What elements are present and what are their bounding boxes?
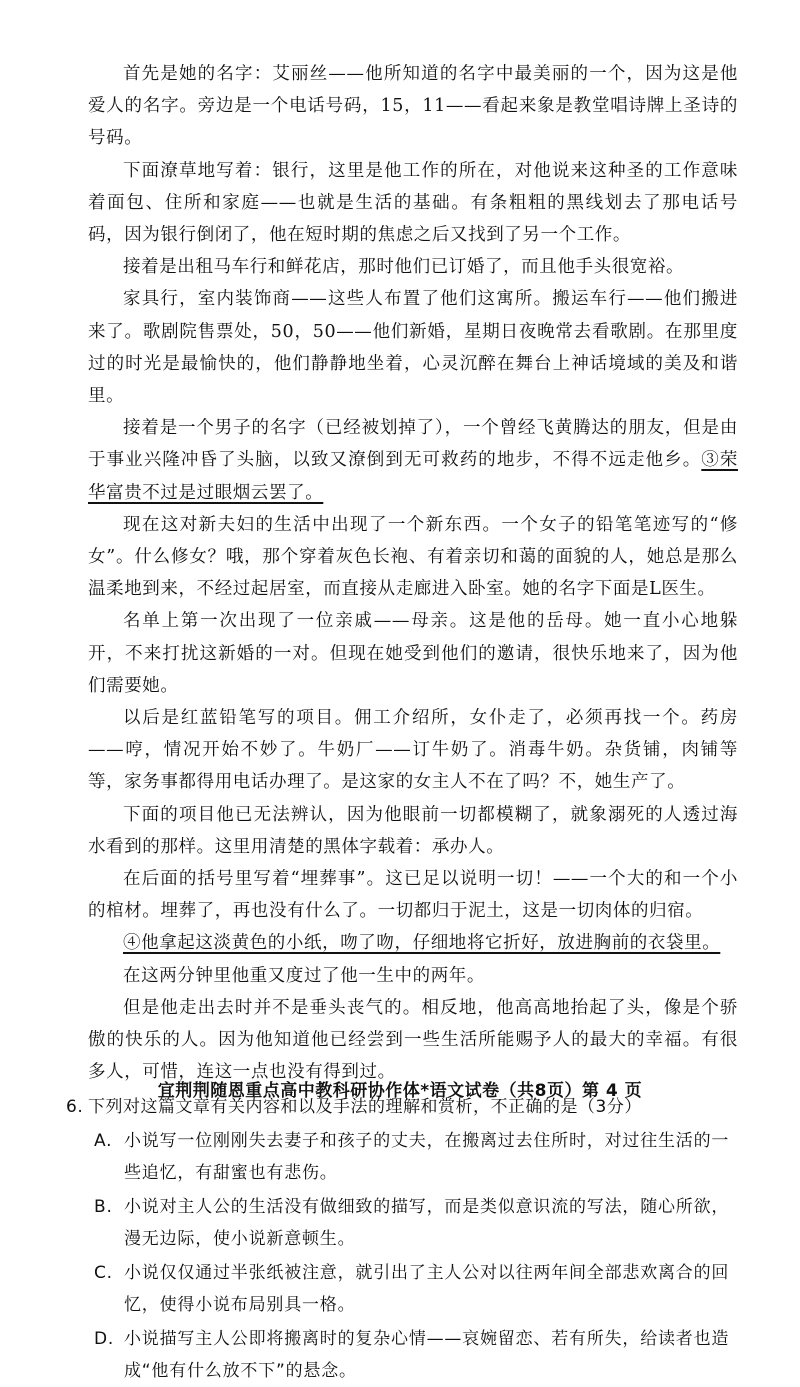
- question-number: 6.: [66, 1096, 84, 1117]
- option-letter: C.: [94, 1262, 113, 1283]
- option-text: 小说对主人公的生活没有做细致的描写，而是类似意识流的写法，随心所欲，漫无边际，使小说新意顿生。: [124, 1196, 730, 1249]
- paragraph: [88, 960, 738, 992]
- paragraph-text: 以后是红蓝铅笔写的项目。佣工介绍所，女仆走了，必须再找一个。药房——哼，情况开始不妙了。牛奶厂——订牛奶了。消毒牛奶。杂货铺，肉铺等等，家务事都得用电话办理了。是这家的女主人不在了吗？不，她生产了。: [88, 708, 738, 793]
- paragraph: [88, 58, 738, 155]
- question-6: [66, 1091, 738, 1387]
- underlined-sentence-3: ③荣华富贵不过是过眼烟云罢了。: [88, 450, 738, 503]
- option-letter: A.: [94, 1130, 113, 1151]
- page-footer: 宜荆荆随恩重点高中教科研协作体*语文试卷（共8页）第 4 页: [157, 1081, 643, 1101]
- paragraph-text: 但是他走出去时并不是垂头丧气的。相反地，他高高地抬起了头，像是个骄傲的快乐的人。因为他知道他已经尝到一些生活所能赐予人的最大的幸福。有很多人，可惜，连这一点也没有得到过。: [88, 997, 738, 1083]
- paragraph: [88, 863, 738, 927]
- paragraph-text: 首先是她的名字：艾丽丝——他所知道的名字中最美丽的一个，因为这是他爱人的名字。旁边是一个电话号码，15，11——看起来象是教堂唱诗牌上圣诗的号码。: [88, 64, 738, 149]
- paragraph-text: 下面的项目他已无法辨认，因为他眼前一切都模糊了，就象溺死的人透过海水看到的那样。这里用清楚的黑体字载着：承办人。: [88, 804, 738, 857]
- paragraph-text: 家具行，室内装饰商——这些人布置了他们这寓所。搬运车行——他们搬进来了。歌剧院售票处，50，50——他们新婚，星期日夜晚常去看歌剧。在那里度过的时光是最愉快的，他们静静地坐着，心灵沉醉在舞台上神话境域的美及和谐里。: [88, 289, 738, 407]
- option-letter: D.: [94, 1328, 115, 1349]
- paragraph: [88, 412, 738, 509]
- paragraph: [88, 155, 738, 252]
- paragraph-text: 在后面的括号里写着“埋葬事”。这已足以说明一切！——一个大的和一个小的棺材。埋葬了，再也没有什么了。一切都归于泥土，这是一切肉体的归宿。: [88, 869, 738, 922]
- reading-passage: [88, 58, 738, 1089]
- paragraph: [88, 283, 738, 412]
- paragraph: [88, 509, 738, 606]
- option-text: 小说写一位刚刚失去妻子和孩子的丈夫，在搬离过去住所时，对过往生活的一些追忆，有甜蜜也有悲伤。: [124, 1130, 730, 1183]
- paragraph: [88, 927, 738, 959]
- paragraph-text: 接着是出租马车行和鲜花店，那时他们已订婚了，而且他手头很宽裕。: [123, 257, 685, 278]
- option-d: [94, 1323, 738, 1387]
- option-b: [94, 1191, 738, 1255]
- option-letter: B.: [94, 1196, 113, 1217]
- option-c: [94, 1257, 738, 1321]
- paragraph-text: 下面潦草地写着：银行，这里是他工作的所在，对他说来这种圣的工作意味着面包、住所和家庭——也就是生活的基础。有条粗粗的黑线划去了那电话号码，因为银行倒闭了，他在短时期的焦虑之后又找到了另一个工作。: [88, 160, 738, 246]
- paragraph: [88, 251, 738, 283]
- paragraph: [88, 702, 738, 799]
- option-a: [94, 1125, 738, 1189]
- paragraph-text: 在这两分钟里他重又度过了他一生中的两年。: [123, 965, 485, 986]
- underlined-sentence-4: ④他拿起这淡黄色的小纸，吻了吻，仔细地将它折好，放进胸前的衣袋里。: [123, 933, 721, 954]
- option-text: 小说仅仅通过半张纸被注意，就引出了主人公对以往两年间全部悲欢离合的回忆，使得小说布局别具一格。: [124, 1262, 730, 1315]
- option-text: 小说描写主人公即将搬离时的复杂心情——哀婉留恋、若有所失，给读者也造成“他有什么放不下”的悬念。: [124, 1328, 730, 1381]
- paragraph-text: 名单上第一次出现了一位亲戚——母亲。这是他的岳母。她一直小心地躲开，不来打扰这新婚的一对。但现在她受到他们的邀请，很快乐地来了，因为他们需要她。: [88, 611, 738, 696]
- paragraph: [88, 605, 738, 702]
- question-stem-text: 下列对这篇文章有关内容和以及手法的理解和赏析，不正确的是（3分）: [88, 1096, 642, 1117]
- paragraph-text: 现在这对新夫妇的生活中出现了一个新东西。一个女子的铅笔笔迹写的“修女”。什么修女？哦，那个穿着灰色长袍、有着亲切和蔼的面貌的人，她总是那么温柔地到来，不经过起居室，而直接从走廊进入卧室。她的名字下面是L医生。: [88, 514, 738, 600]
- paragraph: [88, 992, 738, 1089]
- paragraph-text: 接着是一个男子的名字（已经被划掉了），一个曾经飞黄腾达的朋友，但是由于事业兴隆冲昏了头脑，以致又潦倒到无可救药的地步，不得不远走他乡。: [88, 418, 738, 471]
- paragraph: [88, 799, 738, 863]
